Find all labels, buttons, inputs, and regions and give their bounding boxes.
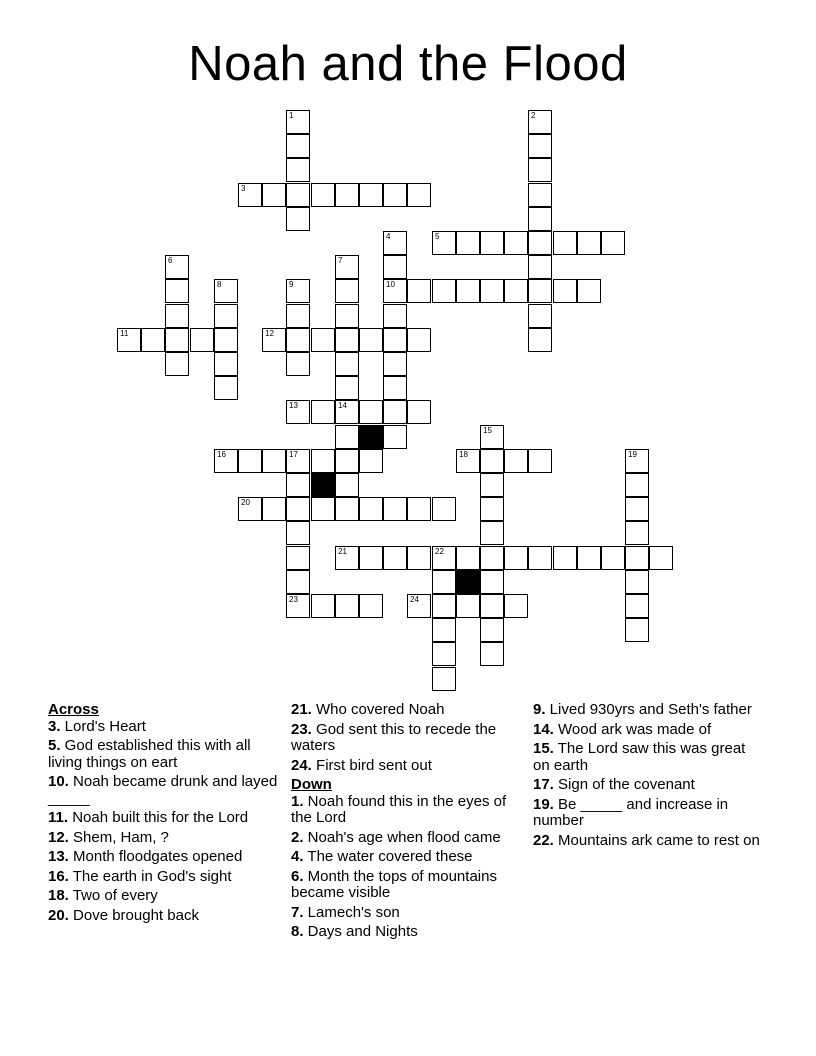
grid-cell[interactable] [407, 328, 431, 352]
down-heading: Down [291, 776, 332, 793]
across-clue [48, 738, 278, 771]
grid-cell[interactable] [214, 449, 238, 473]
grid-cell[interactable] [214, 279, 238, 303]
clue-number-label: 21. [291, 701, 312, 718]
grid-cell[interactable] [480, 425, 504, 449]
clue-number-label: 5. [48, 737, 61, 754]
across-heading: Across [48, 701, 99, 718]
grid-cell[interactable] [553, 231, 577, 255]
clue-text: Who covered Noah [311, 701, 445, 718]
grid-cell[interactable] [504, 546, 528, 570]
clue-number: 12 [265, 329, 274, 338]
grid-cell[interactable] [432, 546, 456, 570]
clue-column-1 [48, 702, 278, 927]
grid-cell[interactable] [238, 497, 262, 521]
grid-cell[interactable] [286, 400, 310, 424]
grid-cell[interactable] [528, 304, 552, 328]
grid-cell[interactable] [165, 304, 189, 328]
grid-cell[interactable] [335, 183, 359, 207]
clue-column-3 [533, 702, 763, 852]
clue-number: 3 [241, 184, 246, 193]
grid-cell[interactable] [407, 400, 431, 424]
clue-number-label: 18. [48, 887, 69, 904]
grid-cell[interactable] [383, 546, 407, 570]
grid-cell[interactable] [311, 400, 335, 424]
grid-cell[interactable] [141, 328, 165, 352]
grid-cell[interactable] [432, 667, 456, 691]
clue-text: Lord's Heart [60, 717, 146, 735]
clue-number: 11 [120, 329, 129, 338]
grid-cell[interactable] [601, 546, 625, 570]
grid-cell[interactable] [286, 473, 310, 497]
grid-cell[interactable] [528, 255, 552, 279]
clue-text: Be _____ and increase in number [533, 795, 729, 829]
clue-number-label: 1. [291, 792, 304, 810]
grid-cell[interactable] [311, 594, 335, 618]
grid-cell[interactable] [504, 594, 528, 618]
grid-cell[interactable] [383, 328, 407, 352]
grid-cell[interactable] [528, 183, 552, 207]
grid-cell[interactable] [480, 618, 504, 642]
grid-cell[interactable] [311, 183, 335, 207]
down-clue [291, 849, 516, 866]
grid-cell[interactable] [649, 546, 673, 570]
grid-cell[interactable] [383, 400, 407, 424]
clue-number: 19 [628, 450, 637, 459]
grid-cell[interactable] [625, 618, 649, 642]
down-clue [291, 830, 516, 847]
grid-cell[interactable] [359, 497, 383, 521]
grid-cell[interactable] [553, 546, 577, 570]
grid-cell[interactable] [480, 279, 504, 303]
grid-cell[interactable] [528, 449, 552, 473]
clue-text: Dove brought back [68, 906, 199, 924]
grid-cell[interactable] [480, 449, 504, 473]
grid-cell[interactable] [286, 449, 310, 473]
across-clue [48, 849, 278, 866]
clue-number-label: 8. [291, 923, 304, 940]
grid-cell[interactable] [190, 328, 214, 352]
grid-cell[interactable] [383, 279, 407, 303]
grid-cell[interactable] [407, 183, 431, 207]
grid-cell[interactable] [165, 255, 189, 279]
down-clue [533, 722, 763, 739]
grid-cell[interactable] [383, 231, 407, 255]
clue-number-label: 6. [291, 867, 304, 885]
clue-number-label: 19. [533, 795, 554, 813]
clue-number: 18 [459, 450, 468, 459]
grid-cell[interactable] [407, 497, 431, 521]
clue-text: Month floodgates opened [68, 848, 243, 865]
grid-cell[interactable] [432, 570, 456, 594]
grid-cell[interactable] [359, 546, 383, 570]
grid-cell[interactable] [335, 328, 359, 352]
grid-cell[interactable] [214, 304, 238, 328]
clue-text: First bird sent out [311, 756, 432, 774]
grid-cell[interactable] [407, 594, 431, 618]
grid-cell[interactable] [528, 546, 552, 570]
grid-cell[interactable] [359, 449, 383, 473]
grid-cell[interactable] [359, 594, 383, 618]
grid-cell[interactable] [480, 497, 504, 521]
clue-number-label: 14. [533, 720, 554, 738]
grid-cell[interactable] [165, 352, 189, 376]
grid-cell[interactable] [480, 546, 504, 570]
across-clue [48, 869, 278, 886]
grid-cell[interactable] [165, 328, 189, 352]
grid-cell[interactable] [286, 279, 310, 303]
clue-number-label: 17. [533, 776, 554, 793]
clue-number-label: 12. [48, 828, 69, 846]
grid-cell[interactable] [432, 642, 456, 666]
clue-text: Noah found this in the eyes of the Lord [291, 792, 507, 826]
grid-cell[interactable] [311, 449, 335, 473]
clue-text: Noah's age when flood came [303, 828, 501, 846]
grid-cell[interactable] [625, 594, 649, 618]
clue-number: 17 [289, 450, 298, 459]
clue-column-2 [291, 702, 516, 944]
clue-text: Wood ark was made of [553, 720, 712, 738]
clue-number-label: 13. [48, 848, 69, 865]
clue-text: Lamech's son [303, 903, 400, 921]
grid-cell[interactable] [528, 158, 552, 182]
grid-cell[interactable] [456, 546, 480, 570]
grid-cell[interactable] [601, 231, 625, 255]
across-clue [291, 702, 516, 719]
across-clue [291, 722, 516, 755]
clue-number-label: 9. [533, 701, 546, 718]
grid-cell[interactable] [383, 425, 407, 449]
clue-number: 4 [386, 232, 391, 241]
grid-cell[interactable] [335, 304, 359, 328]
clue-text: Noah built this for the Lord [68, 809, 249, 826]
grid-cell[interactable] [335, 473, 359, 497]
grid-cell[interactable] [528, 207, 552, 231]
clue-text: God sent this to recede the waters [291, 720, 497, 754]
clue-number-label: 15. [533, 740, 554, 757]
clue-text: The Lord saw this was great on earth [533, 740, 746, 774]
grid-cell[interactable] [528, 134, 552, 158]
grid-cell[interactable] [456, 279, 480, 303]
grid-cell[interactable] [432, 618, 456, 642]
clue-number: 7 [338, 256, 343, 265]
clue-number-label: 11. [48, 809, 69, 826]
grid-cell[interactable] [480, 594, 504, 618]
grid-cell[interactable] [286, 352, 310, 376]
grid-cell[interactable] [553, 279, 577, 303]
down-clue [291, 869, 516, 902]
puzzle-title: Noah and the Flood [188, 37, 628, 91]
clue-number: 9 [289, 280, 294, 289]
clue-number: 8 [217, 280, 222, 289]
across-clue [48, 719, 278, 736]
grid-cell[interactable] [504, 449, 528, 473]
grid-cell[interactable] [456, 449, 480, 473]
clue-number-label: 4. [291, 848, 304, 865]
grid-cell[interactable] [286, 158, 310, 182]
clue-text: Days and Nights [303, 923, 418, 940]
grid-cell[interactable] [383, 352, 407, 376]
down-clue [291, 794, 516, 827]
clue-text: The water covered these [303, 848, 473, 865]
grid-cell[interactable] [625, 570, 649, 594]
clue-number: 13 [289, 401, 298, 410]
grid-cell[interactable] [383, 255, 407, 279]
grid-cell[interactable] [262, 497, 286, 521]
clue-text: The earth in God's sight [68, 867, 232, 885]
clue-text: Lived 930yrs and Seth's father [545, 701, 752, 718]
grid-cell[interactable] [456, 594, 480, 618]
across-clue [48, 830, 278, 847]
grid-cell[interactable] [335, 594, 359, 618]
black-square [456, 570, 480, 594]
across-clue [48, 774, 278, 807]
down-clue [291, 905, 516, 922]
grid-cell[interactable] [625, 521, 649, 545]
grid-cell[interactable] [407, 546, 431, 570]
grid-cell[interactable] [286, 304, 310, 328]
clue-number-label: 10. [48, 773, 69, 790]
grid-cell[interactable] [286, 521, 310, 545]
grid-cell[interactable] [214, 352, 238, 376]
grid-cell[interactable] [335, 449, 359, 473]
black-square [311, 473, 335, 497]
grid-cell[interactable] [262, 449, 286, 473]
grid-cell[interactable] [335, 376, 359, 400]
clue-number: 6 [168, 256, 173, 265]
grid-cell[interactable] [383, 183, 407, 207]
across-clue [48, 888, 278, 905]
down-clue [533, 777, 763, 794]
grid-cell[interactable] [286, 134, 310, 158]
clue-number-label: 16. [48, 867, 69, 885]
across-clue [48, 908, 278, 925]
grid-cell[interactable] [286, 594, 310, 618]
grid-cell[interactable] [577, 279, 601, 303]
grid-cell[interactable] [335, 400, 359, 424]
grid-cell[interactable] [117, 328, 141, 352]
clue-text: Sign of the covenant [553, 776, 695, 793]
grid-cell[interactable] [528, 279, 552, 303]
grid-cell[interactable] [311, 497, 335, 521]
clue-number: 2 [531, 111, 536, 120]
grid-cell[interactable] [335, 352, 359, 376]
grid-cell[interactable] [311, 328, 335, 352]
clue-text: Mountains ark came to rest on [553, 831, 760, 849]
clue-number-label: 20. [48, 906, 69, 924]
grid-cell[interactable] [383, 376, 407, 400]
grid-cell[interactable] [480, 231, 504, 255]
clue-text: Shem, Ham, ? [68, 828, 169, 846]
grid-cell[interactable] [480, 570, 504, 594]
grid-cell[interactable] [432, 594, 456, 618]
black-square [359, 425, 383, 449]
grid-cell[interactable] [432, 231, 456, 255]
grid-cell[interactable] [214, 376, 238, 400]
grid-cell[interactable] [262, 328, 286, 352]
grid-cell[interactable] [528, 328, 552, 352]
grid-cell[interactable] [238, 183, 262, 207]
grid-cell[interactable] [262, 183, 286, 207]
grid-cell[interactable] [480, 521, 504, 545]
grid-cell[interactable] [165, 279, 189, 303]
grid-cell[interactable] [383, 304, 407, 328]
across-clue [291, 758, 516, 775]
grid-cell[interactable] [432, 497, 456, 521]
grid-cell[interactable] [335, 497, 359, 521]
grid-cell[interactable] [625, 546, 649, 570]
grid-cell[interactable] [577, 231, 601, 255]
grid-cell[interactable] [480, 473, 504, 497]
clue-number-label: 7. [291, 903, 304, 921]
clue-number-label: 23. [291, 720, 312, 738]
clue-text: God established this with all living things on eart [48, 737, 251, 771]
clue-number: 14 [338, 401, 347, 410]
grid-cell[interactable] [286, 328, 310, 352]
grid-cell[interactable] [335, 255, 359, 279]
grid-cell[interactable] [359, 183, 383, 207]
grid-cell[interactable] [335, 546, 359, 570]
grid-cell[interactable] [577, 546, 601, 570]
clue-number: 20 [241, 498, 250, 507]
grid-cell[interactable] [359, 328, 383, 352]
grid-cell[interactable] [286, 183, 310, 207]
clue-number: 16 [217, 450, 226, 459]
clue-number: 21 [338, 547, 347, 556]
grid-cell[interactable] [528, 231, 552, 255]
down-clue [533, 741, 763, 774]
grid-cell[interactable] [286, 570, 310, 594]
clue-number: 23 [289, 595, 298, 604]
grid-cell[interactable] [335, 279, 359, 303]
grid-cell[interactable] [504, 231, 528, 255]
clue-number: 15 [483, 426, 492, 435]
clue-number-label: 3. [48, 717, 61, 735]
clue-number: 22 [435, 547, 444, 556]
clue-number: 5 [435, 232, 440, 241]
clue-number-label: 24. [291, 756, 312, 774]
grid-cell[interactable] [528, 110, 552, 134]
grid-cell[interactable] [359, 400, 383, 424]
grid-cell[interactable] [286, 546, 310, 570]
grid-cell[interactable] [625, 473, 649, 497]
grid-cell[interactable] [504, 279, 528, 303]
grid-cell[interactable] [407, 279, 431, 303]
across-clue [48, 810, 278, 827]
grid-cell[interactable] [286, 497, 310, 521]
grid-cell[interactable] [286, 207, 310, 231]
clue-number-label: 2. [291, 828, 304, 846]
clue-text: Month the tops of mountains became visible [291, 867, 497, 901]
grid-cell[interactable] [383, 497, 407, 521]
grid-cell[interactable] [214, 328, 238, 352]
down-clue [533, 702, 763, 719]
grid-cell[interactable] [480, 642, 504, 666]
grid-cell[interactable] [625, 497, 649, 521]
clue-number: 24 [410, 595, 419, 604]
down-clue [533, 833, 763, 850]
grid-cell[interactable] [238, 449, 262, 473]
grid-cell[interactable] [456, 231, 480, 255]
clue-number-label: 22. [533, 831, 554, 849]
down-clue [291, 924, 516, 941]
clue-number: 10 [386, 280, 395, 289]
grid-cell[interactable] [335, 425, 359, 449]
clue-text: Noah became drunk and layed _____ [48, 773, 278, 807]
clue-text: Two of every [68, 887, 158, 904]
grid-cell[interactable] [625, 449, 649, 473]
clue-number: 1 [289, 111, 294, 120]
grid-cell[interactable] [432, 279, 456, 303]
grid-cell[interactable] [286, 110, 310, 134]
down-clue [533, 797, 763, 830]
